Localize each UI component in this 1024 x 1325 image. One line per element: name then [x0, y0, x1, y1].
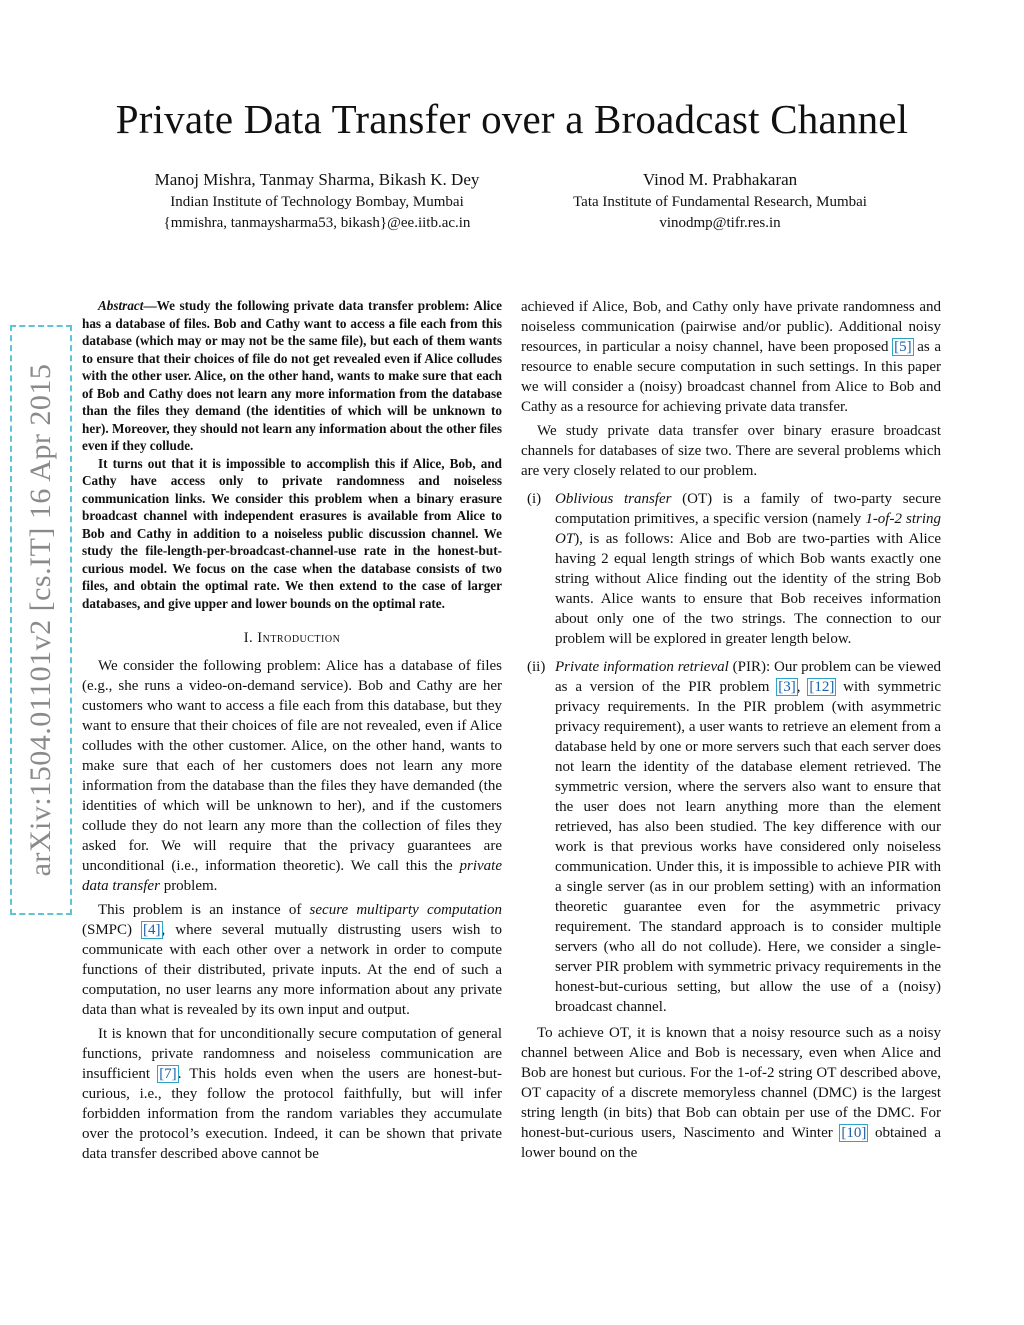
author-block-tifr: [510, 168, 930, 234]
citation-link[interactable]: [7]: [159, 1066, 177, 1082]
left-column: [82, 297, 502, 1164]
arxiv-stamp: [10, 325, 72, 915]
intro-paragraph-3: It is known that for unconditionally secure computation of general functions, private randomness and noiseless communication are insufficient [7]. This holds even when the users are honest-but-curious, i.e., they follow the protocol faithfully, but will infer forbidden information from the random variables they accumulate over the protocol’s execution. Indeed, it can be shown that private data transfer described above cannot be: [82, 1026, 502, 1162]
intro-paragraph-4: achieved if Alice, Bob, and Cathy only have private randomness and noiseless communication (pairwise and/or public). Additional noisy resources, in particular a noisy channel, have been proposed [5] as a resource to enable secure computation in such settings. In this paper we will consider a (noisy) broadcast channel from Alice to Bob and Cathy as a resource for achieving private data transfer.: [521, 299, 942, 415]
intro-paragraph-1: We consider the following problem: Alice has a database of files (e.g., she runs a video-on-demand service). Bob and Cathy are her customers who want to access a file each from this database, but they want to ensure that their choices of file are not revealed, even if Alice colludes with the other customer. Alice, on the other hand, wants to make sure that each of her customers does not learn any more information from the database than the files they have demanded (the identities of which will be unknown to her), and if the customers collude they do not learn any more than the collection of files they asked for. We will require that the privacy guarantees are unconditional (i.e., information theoretic). We call this the private data transfer problem.: [82, 658, 502, 894]
intro-paragraph-2: This problem is an instance of secure multiparty computation (SMPC) [4], where several mutually distrusting users wish to communicate with each other over a network in order to compute functions of their distributed, private inputs. At the end of such a computation, no user learns any more information about any private data than what is revealed by its own input and output.: [82, 902, 502, 1018]
intro-paragraph-6: To achieve OT, it is known that a noisy resource such as a noisy channel between Alice and Bob is necessary, even when Alice and Bob are honest but curious. For the 1-of-2 string OT described above, OT capacity of a discrete memoryless channel (DMC) is the largest string length (in bits) that Bob can obtain per use of the DMC. For honest-but-curious users, Nascimento and Winter [10] obtained a lower bound on the: [521, 1025, 942, 1161]
author-affiliation: Tata Institute of Fundamental Research, Mumbai: [573, 194, 867, 210]
author-block-iitb: [107, 168, 527, 234]
list-item-private-information-retrieval: (ii) Private information retrieval (PIR): Our problem can be viewed as a version of the PIR problem [3], [12] with symmetric privacy requirements. In the PIR problem (with asymmetric privacy requirement), a user wants to retrieve an element from a database held by one or more servers such that each server does not learn the identity of the database element retrieved. The symmetric version, where the servers also want to ensure that the user does not learn anything more than the element retrieved, has also been studied. The key difference with our work is that previous works have considered only noiseless communication. Under this, it is impossible to achieve PIR with a single server (as in our problem setting) with an information theoretic guarantee even for the asymmetric privacy requirement. The standard approach is to consider multiple servers (who all do not collude). Here, we consider a single-server PIR problem with symmetric privacy requirements in the honest-but-curious setting, but allow the use of a (noisy) broadcast channel.: [527, 659, 942, 1015]
intro-paragraph-5: We study private data transfer over binary erasure broadcast channels for databases of size two. There are several problems which are very closely related to our problem.: [521, 423, 941, 479]
abstract: Abstract—We study the following private data transfer problem: Alice has a database of files. Bob and Cathy want to access a file each from this database (which may or may not be the same file), but each of them wants to ensure that their choices of file do not get revealed even if Alice colludes with the other user. Alice, on the other hand, wants to make sure that each of Bob and Cathy does not learn any more information from the database than the files they demand (the identities of which will be unknown to her). Moreover, they should not learn any information about the other files even if they collude. It turns out that it is impossible to accomplish this if Alice, Bob, and Cathy have access only to private randomness and noiseless communication links. We consider this problem when a binary erasure broadcast channel with independent erasures is available from Alice to Bob and Cathy in addition to a noiseless public discussion channel. We study the file-length-per-broadcast-channel-use rate in the honest-but-curious model. We focus on the case when the database consists of two files, and obtain the optimal rate. We then extend to the case of larger databases, and give upper and lower bounds on the optimal rate.: [82, 298, 502, 611]
citation-link[interactable]: [4]: [143, 922, 161, 938]
author-names: Manoj Mishra, Tanmay Sharma, Bikash K. Dey: [154, 170, 480, 189]
citation-link[interactable]: [10]: [841, 1125, 867, 1141]
list-item-label: (i): [527, 491, 542, 507]
arxiv-stamp-text: arXiv:1504.01101v2 [cs.IT] 16 Apr 2015: [24, 363, 57, 877]
author-email: vinodmp@tifr.res.in: [659, 215, 781, 231]
author-email: {mmishra, tanmaysharma53, bikash}@ee.iitb.ac.in: [163, 215, 471, 231]
paper-title: Private Data Transfer over a Broadcast Channel: [115, 96, 909, 142]
citation-link[interactable]: [5]: [894, 339, 912, 355]
author-affiliation: Indian Institute of Technology Bombay, Mumbai: [170, 194, 464, 210]
citation-link[interactable]: [12]: [809, 679, 835, 695]
author-names: Vinod M. Prabhakaran: [642, 170, 798, 189]
list-item-oblivious-transfer: (i) Oblivious transfer (OT) is a family of two-party secure computation primitives, a specific version (namely 1-of-2 string OT), is as follows: Alice and Bob are two-parties with Alice having 2 equal length strings of which Bob wants exactly one string without Alice finding out the identity of the string Bob wants. Alice wants to ensure that Bob receives information about only one of the two strings. The connection to our problem will be explored in greater length below.: [527, 491, 942, 647]
abstract-paragraph-1: We study the following private data transfer problem: Alice has a database of files. Bob and Cathy want to access a file each from this database (which may or may not be the same file), but each of them wants to ensure that their choices of file do not get revealed even if Alice colludes with the other user. Alice, on the other hand, wants to make sure that each of Bob and Cathy does not learn any more information from the database than the files they demand (the identities of which will be unknown to her). Moreover, they should not learn any information about the other files even if they collude.: [82, 298, 502, 453]
section-heading-introduction: I. Introduction: [243, 630, 341, 646]
citation-link[interactable]: [3]: [778, 679, 796, 695]
abstract-paragraph-2: It turns out that it is impossible to accomplish this if Alice, Bob, and Cathy have access only to private randomness and noiseless communication links. We consider this problem when a binary erasure broadcast channel with independent erasures is available from Alice to Bob and Cathy in addition to a noiseless public discussion channel. We study the file-length-per-broadcast-channel-use rate in the honest-but-curious model. We focus on the case when the database consists of two files, and obtain the optimal rate. We then extend to the case of larger databases, and give upper and lower bounds on the optimal rate.: [82, 455, 502, 611]
abstract-label: Abstract: [98, 298, 144, 313]
list-item-label: (ii): [527, 659, 546, 675]
right-column: [521, 297, 941, 1163]
